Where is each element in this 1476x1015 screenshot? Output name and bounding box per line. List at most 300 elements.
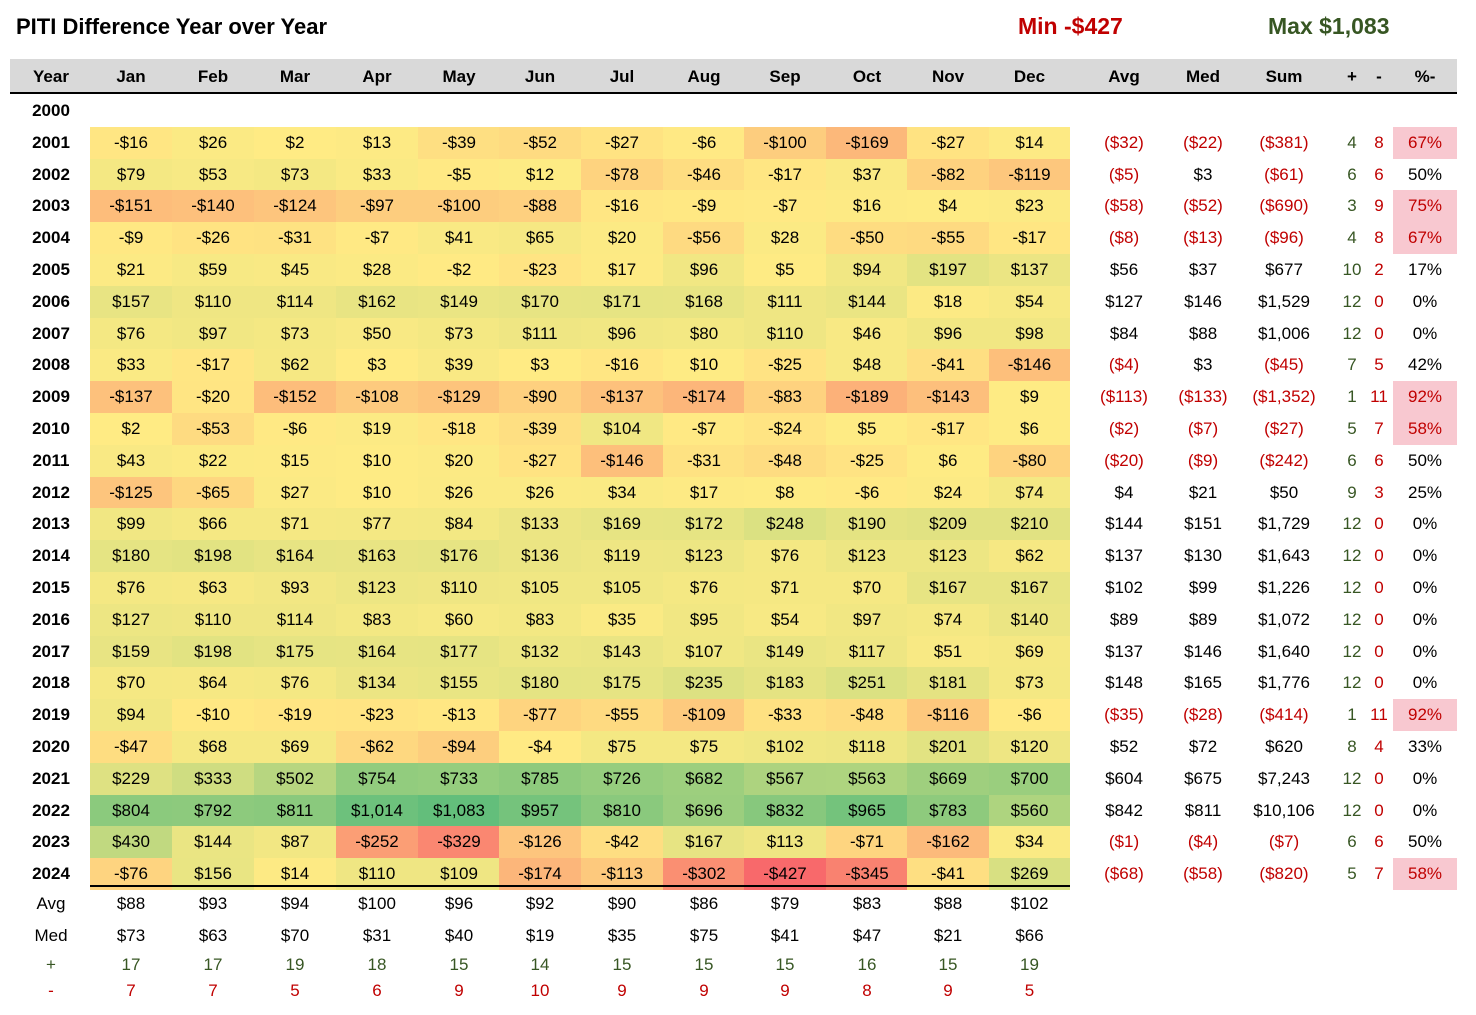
month-cell[interactable]: $157 — [90, 286, 172, 318]
month-cell[interactable]: $168 — [663, 286, 745, 318]
month-cell[interactable]: $167 — [907, 572, 989, 604]
month-cell[interactable]: $118 — [826, 731, 908, 763]
month-cell[interactable]: $34 — [581, 477, 663, 509]
month-cell[interactable]: $114 — [254, 604, 336, 636]
month-cell[interactable]: $28 — [336, 254, 418, 286]
month-cell[interactable]: -$27 — [499, 445, 581, 477]
month-cell[interactable]: $164 — [254, 540, 336, 572]
month-cell[interactable]: $175 — [581, 667, 663, 699]
month-cell[interactable]: -$47 — [90, 731, 172, 763]
month-cell[interactable]: $209 — [907, 508, 989, 540]
month-cell[interactable]: -$108 — [336, 381, 418, 413]
month-cell[interactable]: $109 — [418, 858, 500, 890]
month-cell[interactable]: -$9 — [90, 222, 172, 254]
month-cell[interactable]: -$41 — [907, 858, 989, 890]
month-cell[interactable]: $198 — [172, 636, 254, 668]
month-cell[interactable]: -$7 — [744, 190, 826, 222]
month-cell[interactable]: $110 — [172, 286, 254, 318]
month-cell[interactable]: -$7 — [663, 413, 745, 445]
month-cell[interactable]: -$27 — [907, 127, 989, 159]
month-cell[interactable]: $172 — [663, 508, 745, 540]
month-cell[interactable]: $13 — [336, 127, 418, 159]
month-cell[interactable]: -$189 — [826, 381, 908, 413]
month-cell[interactable]: $143 — [581, 636, 663, 668]
month-cell[interactable]: $134 — [336, 667, 418, 699]
month-cell[interactable]: $54 — [744, 604, 826, 636]
month-cell[interactable]: $107 — [663, 636, 745, 668]
month-cell[interactable]: $16 — [826, 190, 908, 222]
month-cell[interactable] — [907, 95, 989, 127]
month-cell[interactable]: $137 — [989, 254, 1070, 286]
month-cell[interactable]: $10 — [336, 477, 418, 509]
month-cell[interactable]: -$6 — [254, 413, 336, 445]
month-cell[interactable]: $6 — [907, 445, 989, 477]
month-cell[interactable]: -$83 — [744, 381, 826, 413]
month-cell[interactable]: $811 — [254, 795, 336, 827]
month-cell[interactable]: -$25 — [744, 349, 826, 381]
month-cell[interactable]: -$33 — [744, 699, 826, 731]
month-cell[interactable]: -$17 — [989, 222, 1070, 254]
month-cell[interactable]: $1,014 — [336, 795, 418, 827]
month-cell[interactable]: $785 — [499, 763, 581, 795]
month-cell[interactable]: $235 — [663, 667, 745, 699]
month-cell[interactable]: $105 — [581, 572, 663, 604]
month-cell[interactable]: $73 — [254, 159, 336, 191]
month-cell[interactable]: $95 — [663, 604, 745, 636]
month-cell[interactable] — [90, 95, 172, 127]
month-cell[interactable]: -$94 — [418, 731, 500, 763]
month-cell[interactable]: $96 — [663, 254, 745, 286]
month-cell[interactable]: $80 — [663, 318, 745, 350]
month-cell[interactable]: -$6 — [663, 127, 745, 159]
month-cell[interactable]: $117 — [826, 636, 908, 668]
month-cell[interactable]: -$39 — [418, 127, 500, 159]
month-cell[interactable]: $133 — [499, 508, 581, 540]
month-cell[interactable]: $159 — [90, 636, 172, 668]
month-cell[interactable]: -$41 — [907, 349, 989, 381]
month-cell[interactable]: $33 — [336, 159, 418, 191]
month-cell[interactable]: -$140 — [172, 190, 254, 222]
month-cell[interactable]: $696 — [663, 795, 745, 827]
month-cell[interactable]: $83 — [499, 604, 581, 636]
month-cell[interactable]: $10 — [663, 349, 745, 381]
month-cell[interactable]: $76 — [90, 572, 172, 604]
month-cell[interactable]: $51 — [907, 636, 989, 668]
month-cell[interactable]: -$151 — [90, 190, 172, 222]
month-cell[interactable]: $76 — [254, 667, 336, 699]
month-cell[interactable]: $19 — [336, 413, 418, 445]
month-cell[interactable]: $5 — [826, 413, 908, 445]
month-cell[interactable]: -$137 — [90, 381, 172, 413]
month-cell[interactable]: -$329 — [418, 826, 500, 858]
month-cell[interactable]: $24 — [907, 477, 989, 509]
month-cell[interactable]: -$76 — [90, 858, 172, 890]
month-cell[interactable]: $69 — [254, 731, 336, 763]
month-cell[interactable]: -$252 — [336, 826, 418, 858]
month-cell[interactable]: $94 — [90, 699, 172, 731]
month-cell[interactable]: $197 — [907, 254, 989, 286]
month-cell[interactable]: $144 — [826, 286, 908, 318]
month-cell[interactable]: -$7 — [336, 222, 418, 254]
month-cell[interactable]: $76 — [744, 540, 826, 572]
month-cell[interactable]: $21 — [90, 254, 172, 286]
month-cell[interactable]: $162 — [336, 286, 418, 318]
month-cell[interactable] — [581, 95, 663, 127]
month-cell[interactable]: $144 — [172, 826, 254, 858]
month-cell[interactable]: -$17 — [907, 413, 989, 445]
month-cell[interactable]: -$137 — [581, 381, 663, 413]
month-cell[interactable]: -$162 — [907, 826, 989, 858]
month-cell[interactable]: $59 — [172, 254, 254, 286]
month-cell[interactable] — [663, 95, 745, 127]
month-cell[interactable]: -$16 — [581, 190, 663, 222]
month-cell[interactable]: -$6 — [989, 699, 1070, 731]
month-cell[interactable]: $110 — [418, 572, 500, 604]
month-cell[interactable]: $60 — [418, 604, 500, 636]
month-cell[interactable]: -$125 — [90, 477, 172, 509]
month-cell[interactable]: $810 — [581, 795, 663, 827]
month-cell[interactable]: -$302 — [663, 858, 745, 890]
month-cell[interactable]: $333 — [172, 763, 254, 795]
month-cell[interactable]: -$4 — [499, 731, 581, 763]
month-cell[interactable]: $4 — [907, 190, 989, 222]
month-cell[interactable]: $5 — [744, 254, 826, 286]
month-cell[interactable]: -$39 — [499, 413, 581, 445]
month-cell[interactable]: -$119 — [989, 159, 1070, 191]
month-cell[interactable]: $965 — [826, 795, 908, 827]
month-cell[interactable]: $76 — [663, 572, 745, 604]
month-cell[interactable]: $832 — [744, 795, 826, 827]
month-cell[interactable]: -$52 — [499, 127, 581, 159]
month-cell[interactable]: $1,083 — [418, 795, 500, 827]
month-cell[interactable]: $17 — [663, 477, 745, 509]
month-cell[interactable]: $726 — [581, 763, 663, 795]
month-cell[interactable]: $229 — [90, 763, 172, 795]
month-cell[interactable]: $17 — [581, 254, 663, 286]
month-cell[interactable]: $430 — [90, 826, 172, 858]
month-cell[interactable]: -$2 — [418, 254, 500, 286]
month-cell[interactable]: $120 — [989, 731, 1070, 763]
month-cell[interactable]: $132 — [499, 636, 581, 668]
month-cell[interactable]: $105 — [499, 572, 581, 604]
month-cell[interactable]: -$427 — [744, 858, 826, 890]
month-cell[interactable]: $50 — [336, 318, 418, 350]
month-cell[interactable]: -$46 — [663, 159, 745, 191]
month-cell[interactable]: $20 — [418, 445, 500, 477]
month-cell[interactable]: -$129 — [418, 381, 500, 413]
month-cell[interactable]: $170 — [499, 286, 581, 318]
month-cell[interactable]: -$10 — [172, 699, 254, 731]
month-cell[interactable]: $33 — [90, 349, 172, 381]
month-cell[interactable]: -$88 — [499, 190, 581, 222]
month-cell[interactable]: $169 — [581, 508, 663, 540]
month-cell[interactable]: -$27 — [581, 127, 663, 159]
month-cell[interactable]: $98 — [989, 318, 1070, 350]
month-cell[interactable]: $167 — [663, 826, 745, 858]
month-cell[interactable]: $110 — [744, 318, 826, 350]
month-cell[interactable]: -$56 — [663, 222, 745, 254]
month-cell[interactable]: -$25 — [826, 445, 908, 477]
month-cell[interactable]: $177 — [418, 636, 500, 668]
month-cell[interactable]: $71 — [744, 572, 826, 604]
month-cell[interactable]: $74 — [989, 477, 1070, 509]
month-cell[interactable]: $111 — [744, 286, 826, 318]
month-cell[interactable]: -$26 — [172, 222, 254, 254]
month-cell[interactable]: -$9 — [663, 190, 745, 222]
month-cell[interactable]: $140 — [989, 604, 1070, 636]
month-cell[interactable]: -$23 — [499, 254, 581, 286]
month-cell[interactable]: -$116 — [907, 699, 989, 731]
month-cell[interactable]: $149 — [418, 286, 500, 318]
month-cell[interactable]: $62 — [989, 540, 1070, 572]
month-cell[interactable]: $2 — [254, 127, 336, 159]
month-cell[interactable]: $18 — [907, 286, 989, 318]
month-cell[interactable]: $669 — [907, 763, 989, 795]
month-cell[interactable] — [989, 95, 1070, 127]
month-cell[interactable]: -$80 — [989, 445, 1070, 477]
month-cell[interactable]: $102 — [744, 731, 826, 763]
month-cell[interactable]: -$90 — [499, 381, 581, 413]
month-cell[interactable]: $198 — [172, 540, 254, 572]
month-cell[interactable]: -$42 — [581, 826, 663, 858]
month-cell[interactable]: -$17 — [744, 159, 826, 191]
month-cell[interactable]: $114 — [254, 286, 336, 318]
month-cell[interactable]: -$50 — [826, 222, 908, 254]
month-cell[interactable]: $26 — [172, 127, 254, 159]
month-cell[interactable]: $22 — [172, 445, 254, 477]
month-cell[interactable]: $123 — [826, 540, 908, 572]
month-cell[interactable]: -$143 — [907, 381, 989, 413]
month-cell[interactable]: $34 — [989, 826, 1070, 858]
month-cell[interactable]: -$100 — [418, 190, 500, 222]
month-cell[interactable]: $104 — [581, 413, 663, 445]
month-cell[interactable]: $63 — [172, 572, 254, 604]
month-cell[interactable]: -$174 — [499, 858, 581, 890]
month-cell[interactable]: $87 — [254, 826, 336, 858]
month-cell[interactable]: $201 — [907, 731, 989, 763]
month-cell[interactable]: $75 — [581, 731, 663, 763]
month-cell[interactable]: -$152 — [254, 381, 336, 413]
month-cell[interactable]: $96 — [907, 318, 989, 350]
month-cell[interactable]: -$20 — [172, 381, 254, 413]
month-cell[interactable]: -$71 — [826, 826, 908, 858]
month-cell[interactable]: $119 — [581, 540, 663, 572]
month-cell[interactable]: $167 — [989, 572, 1070, 604]
month-cell[interactable]: -$146 — [989, 349, 1070, 381]
month-cell[interactable]: $567 — [744, 763, 826, 795]
month-cell[interactable]: $110 — [172, 604, 254, 636]
month-cell[interactable]: -$55 — [581, 699, 663, 731]
month-cell[interactable]: -$82 — [907, 159, 989, 191]
month-cell[interactable]: $8 — [744, 477, 826, 509]
month-cell[interactable]: $164 — [336, 636, 418, 668]
month-cell[interactable]: $48 — [826, 349, 908, 381]
month-cell[interactable]: $15 — [254, 445, 336, 477]
month-cell[interactable] — [418, 95, 500, 127]
month-cell[interactable]: $155 — [418, 667, 500, 699]
month-cell[interactable]: $54 — [989, 286, 1070, 318]
month-cell[interactable]: $64 — [172, 667, 254, 699]
month-cell[interactable]: -$169 — [826, 127, 908, 159]
month-cell[interactable]: $210 — [989, 508, 1070, 540]
month-cell[interactable]: $94 — [826, 254, 908, 286]
month-cell[interactable]: $68 — [172, 731, 254, 763]
month-cell[interactable]: $783 — [907, 795, 989, 827]
month-cell[interactable]: -$19 — [254, 699, 336, 731]
month-cell[interactable]: $6 — [989, 413, 1070, 445]
month-cell[interactable]: $181 — [907, 667, 989, 699]
month-cell[interactable]: -$100 — [744, 127, 826, 159]
month-cell[interactable]: $180 — [90, 540, 172, 572]
month-cell[interactable]: $957 — [499, 795, 581, 827]
month-cell[interactable]: -$65 — [172, 477, 254, 509]
month-cell[interactable]: $69 — [989, 636, 1070, 668]
month-cell[interactable]: -$77 — [499, 699, 581, 731]
month-cell[interactable]: -$124 — [254, 190, 336, 222]
month-cell[interactable]: $754 — [336, 763, 418, 795]
month-cell[interactable]: $792 — [172, 795, 254, 827]
month-cell[interactable]: -$62 — [336, 731, 418, 763]
month-cell[interactable]: $76 — [90, 318, 172, 350]
month-cell[interactable]: $23 — [989, 190, 1070, 222]
month-cell[interactable]: $3 — [499, 349, 581, 381]
month-cell[interactable]: $66 — [172, 508, 254, 540]
month-cell[interactable]: $251 — [826, 667, 908, 699]
month-cell[interactable]: -$53 — [172, 413, 254, 445]
month-cell[interactable]: $70 — [826, 572, 908, 604]
month-cell[interactable]: $163 — [336, 540, 418, 572]
month-cell[interactable]: $74 — [907, 604, 989, 636]
month-cell[interactable]: $62 — [254, 349, 336, 381]
month-cell[interactable]: $127 — [90, 604, 172, 636]
month-cell[interactable]: $700 — [989, 763, 1070, 795]
month-cell[interactable]: $43 — [90, 445, 172, 477]
month-cell[interactable]: $9 — [989, 381, 1070, 413]
month-cell[interactable]: $97 — [826, 604, 908, 636]
month-cell[interactable]: -$146 — [581, 445, 663, 477]
month-cell[interactable]: -$24 — [744, 413, 826, 445]
month-cell[interactable]: -$18 — [418, 413, 500, 445]
month-cell[interactable]: $156 — [172, 858, 254, 890]
month-cell[interactable]: $183 — [744, 667, 826, 699]
month-cell[interactable] — [254, 95, 336, 127]
month-cell[interactable]: $28 — [744, 222, 826, 254]
month-cell[interactable]: $20 — [581, 222, 663, 254]
month-cell[interactable]: -$16 — [90, 127, 172, 159]
month-cell[interactable]: $123 — [907, 540, 989, 572]
month-cell[interactable]: $39 — [418, 349, 500, 381]
month-cell[interactable]: $733 — [418, 763, 500, 795]
month-cell[interactable]: $248 — [744, 508, 826, 540]
month-cell[interactable]: $75 — [663, 731, 745, 763]
month-cell[interactable]: $77 — [336, 508, 418, 540]
month-cell[interactable]: $176 — [418, 540, 500, 572]
month-cell[interactable]: -$48 — [826, 699, 908, 731]
month-cell[interactable]: $96 — [581, 318, 663, 350]
month-cell[interactable]: $3 — [336, 349, 418, 381]
month-cell[interactable]: -$97 — [336, 190, 418, 222]
month-cell[interactable]: $12 — [499, 159, 581, 191]
month-cell[interactable]: $45 — [254, 254, 336, 286]
month-cell[interactable]: $2 — [90, 413, 172, 445]
month-cell[interactable]: $46 — [826, 318, 908, 350]
month-cell[interactable]: $93 — [254, 572, 336, 604]
month-cell[interactable]: $10 — [336, 445, 418, 477]
month-cell[interactable]: -$109 — [663, 699, 745, 731]
month-cell[interactable]: -$16 — [581, 349, 663, 381]
month-cell[interactable]: $180 — [499, 667, 581, 699]
month-cell[interactable]: $65 — [499, 222, 581, 254]
month-cell[interactable]: $73 — [418, 318, 500, 350]
month-cell[interactable]: $27 — [254, 477, 336, 509]
month-cell[interactable]: $41 — [418, 222, 500, 254]
month-cell[interactable]: -$345 — [826, 858, 908, 890]
month-cell[interactable]: $123 — [336, 572, 418, 604]
month-cell[interactable]: -$78 — [581, 159, 663, 191]
month-cell[interactable] — [499, 95, 581, 127]
month-cell[interactable]: -$13 — [418, 699, 500, 731]
month-cell[interactable]: $73 — [989, 667, 1070, 699]
month-cell[interactable]: $26 — [499, 477, 581, 509]
month-cell[interactable]: $136 — [499, 540, 581, 572]
month-cell[interactable]: $502 — [254, 763, 336, 795]
month-cell[interactable]: $682 — [663, 763, 745, 795]
month-cell[interactable]: -$17 — [172, 349, 254, 381]
month-cell[interactable]: -$113 — [581, 858, 663, 890]
month-cell[interactable]: $14 — [254, 858, 336, 890]
month-cell[interactable]: $113 — [744, 826, 826, 858]
month-cell[interactable] — [336, 95, 418, 127]
month-cell[interactable]: -$55 — [907, 222, 989, 254]
month-cell[interactable]: $99 — [90, 508, 172, 540]
month-cell[interactable]: $53 — [172, 159, 254, 191]
month-cell[interactable]: $110 — [336, 858, 418, 890]
month-cell[interactable]: $804 — [90, 795, 172, 827]
month-cell[interactable] — [826, 95, 908, 127]
month-cell[interactable]: $26 — [418, 477, 500, 509]
month-cell[interactable]: $79 — [90, 159, 172, 191]
month-cell[interactable]: -$48 — [744, 445, 826, 477]
month-cell[interactable]: $269 — [989, 858, 1070, 890]
month-cell[interactable] — [172, 95, 254, 127]
month-cell[interactable]: $83 — [336, 604, 418, 636]
month-cell[interactable]: $175 — [254, 636, 336, 668]
month-cell[interactable]: $123 — [663, 540, 745, 572]
month-cell[interactable] — [744, 95, 826, 127]
month-cell[interactable]: $190 — [826, 508, 908, 540]
month-cell[interactable]: -$174 — [663, 381, 745, 413]
month-cell[interactable]: $111 — [499, 318, 581, 350]
month-cell[interactable]: $35 — [581, 604, 663, 636]
month-cell[interactable]: -$23 — [336, 699, 418, 731]
month-cell[interactable]: -$126 — [499, 826, 581, 858]
month-cell[interactable]: $149 — [744, 636, 826, 668]
month-cell[interactable]: $171 — [581, 286, 663, 318]
month-cell[interactable]: -$5 — [418, 159, 500, 191]
month-cell[interactable]: $97 — [172, 318, 254, 350]
month-cell[interactable]: $70 — [90, 667, 172, 699]
month-cell[interactable]: $37 — [826, 159, 908, 191]
month-cell[interactable]: $71 — [254, 508, 336, 540]
month-cell[interactable]: $560 — [989, 795, 1070, 827]
month-cell[interactable]: $73 — [254, 318, 336, 350]
month-cell[interactable]: $84 — [418, 508, 500, 540]
month-cell[interactable]: -$31 — [663, 445, 745, 477]
month-cell[interactable]: $14 — [989, 127, 1070, 159]
month-cell[interactable]: -$6 — [826, 477, 908, 509]
month-cell[interactable]: -$31 — [254, 222, 336, 254]
month-cell[interactable]: $563 — [826, 763, 908, 795]
